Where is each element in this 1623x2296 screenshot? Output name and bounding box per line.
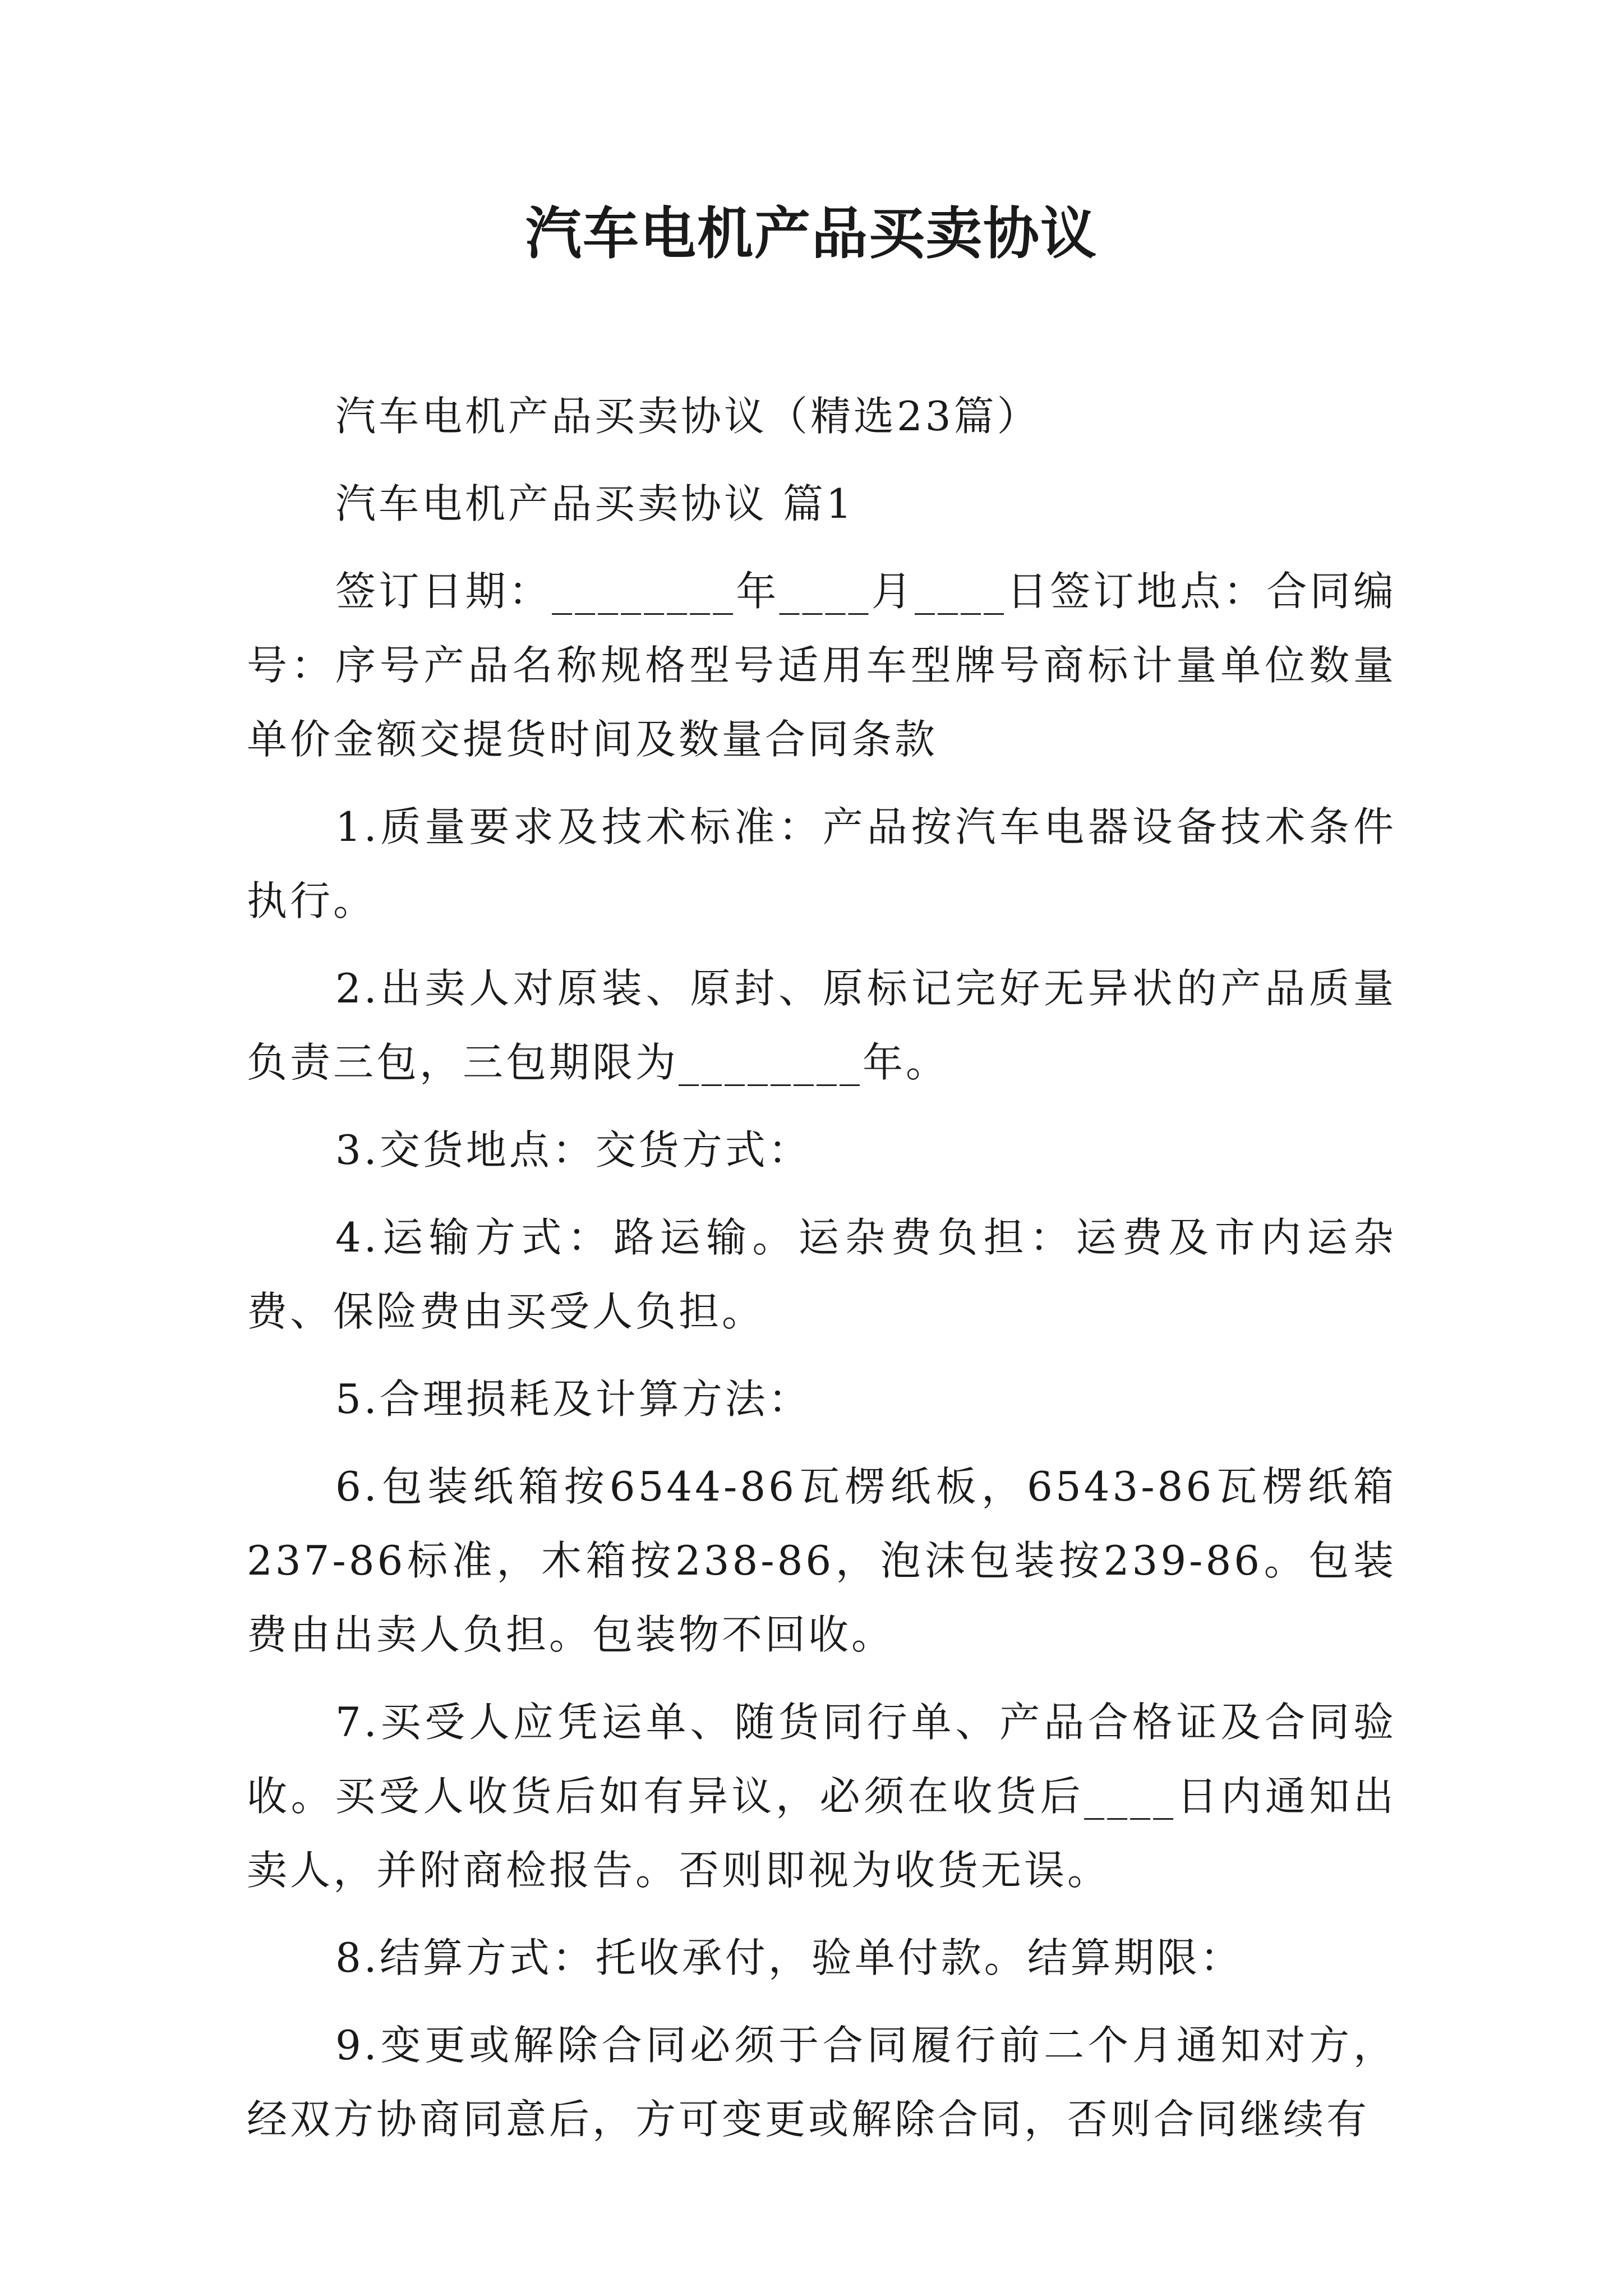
clause-3: 3.交货地点：交货方式：	[335, 1126, 811, 1174]
clause-4: 4.运输方式：路运输。运杂费负担：运费及市内运杂费、保险费由买受人负担。	[247, 1214, 1396, 1335]
document-title: 汽车电机产品买卖协议	[525, 201, 1098, 266]
document-body	[247, 379, 1396, 2170]
clause-9: 9.变更或解除合同必须于合同履行前二个月通知对方，经双方协商同意后，方可变更或解除合同，否则合同继续有	[247, 2022, 1396, 2143]
clause-6: 6.包装纸箱按6544-86瓦楞纸板，6543-86瓦楞纸箱237-86标准，木箱按238-86，泡沫包装按239-86。包装费由出卖人负担。包装物不回收。	[247, 1463, 1396, 1658]
clause-7: 7.买受人应凭运单、随货同行单、产品合格证及合同验收。买受人收货后如有异议，必须在收货后____日内通知出卖人，并附商检报告。否则即视为收货无误。	[247, 1699, 1396, 1894]
section-heading: 汽车电机产品买卖协议 篇1	[335, 480, 855, 527]
clause-1: 1.质量要求及技术标准：产品按汽车电器设备技术条件执行。	[247, 803, 1396, 924]
clause-8: 8.结算方式：托收承付，验单付款。结算期限：	[335, 1934, 1243, 1981]
contract-header-paragraph: 签订日期：________年____月____日签订地点：合同编号：序号产品名称规格型号适用车型牌号商标计量单位数量单价金额交提货时间及数量合同条款	[247, 568, 1396, 763]
clause-5: 5.合理损耗及计算方法：	[335, 1375, 811, 1423]
clause-2: 2.出卖人对原装、原封、原标记完好无异状的产品质量负责三包，三包期限为________年。	[247, 965, 1396, 1086]
document-subtitle: 汽车电机产品买卖协议（精选23篇）	[335, 393, 1040, 440]
